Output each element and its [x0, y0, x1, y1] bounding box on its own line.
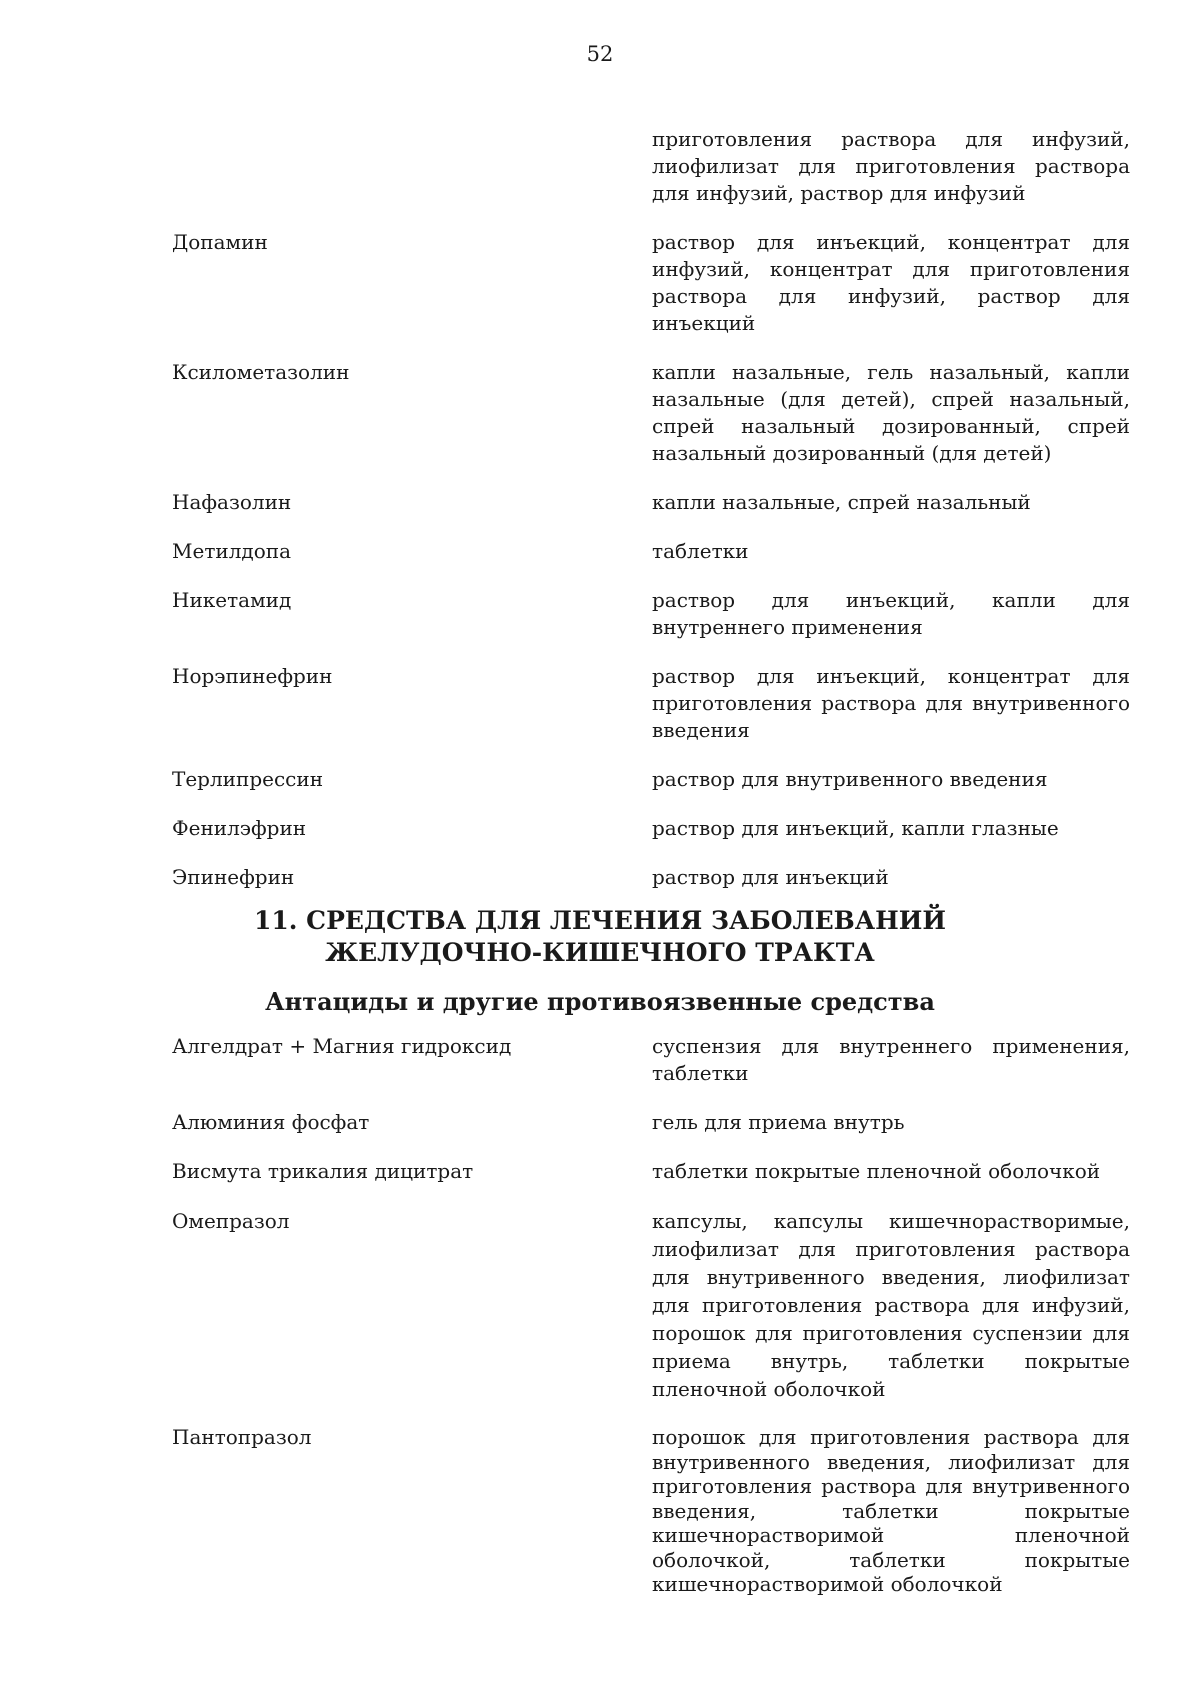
drug-name: Метилдопа — [172, 539, 292, 563]
dosage-form: раствор для инъекций, капли глазные — [652, 816, 1059, 840]
table-row — [172, 1109, 1130, 1136]
dosage-form: гель для приема внутрь — [652, 1110, 905, 1134]
table-row — [172, 1425, 1130, 1597]
dosage-form: раствор для инъекций — [652, 865, 889, 889]
table-row — [172, 1158, 1130, 1185]
drug-name: Эпинефрин — [172, 865, 295, 889]
table-row — [172, 864, 1130, 891]
dosage-form: раствор для инъекций, капли для внутреннего применения — [652, 588, 1130, 639]
dosage-form: приготовления раствора для инфузий, лиофилизат для приготовления раствора для инфузий, раствор для инфузий — [652, 127, 1130, 205]
table-row — [172, 538, 1130, 565]
dosage-form: капли назальные, гель назальный, капли назальные (для детей), спрей назальный, спрей назальный дозированный, спрей назальный дозированный (для детей) — [652, 360, 1130, 465]
section-heading — [0, 905, 1200, 969]
section-heading-line-2: ЖЕЛУДОЧНО-КИШЕЧНОГО ТРАКТА — [325, 938, 875, 967]
drug-name: Висмута трикалия дицитрат — [172, 1159, 474, 1183]
drug-name: Омепразол — [172, 1209, 290, 1233]
drug-name: Допамин — [172, 230, 268, 254]
drug-name: Алгелдрат + Магния гидроксид — [172, 1034, 512, 1058]
dosage-form: раствор для инъекций, концентрат для приготовления раствора для внутривенного введения — [652, 664, 1130, 742]
table-row — [172, 815, 1130, 842]
table-row — [172, 587, 1130, 641]
dosage-form: капли назальные, спрей назальный — [652, 490, 1031, 514]
section-subheading: Антациды и другие противоязвенные средства — [265, 987, 935, 1016]
drug-name — [172, 126, 652, 207]
dosage-form: раствор для внутривенного введения — [652, 767, 1048, 791]
drug-name: Терлипрессин — [172, 767, 324, 791]
dosage-form: таблетки покрытые пленочной оболочкой — [652, 1159, 1101, 1183]
drug-name: Норэпинефрин — [172, 664, 333, 688]
drug-name: Фенилэфрин — [172, 816, 307, 840]
table-row — [172, 1207, 1130, 1403]
drug-name: Алюминия фосфат — [172, 1110, 370, 1134]
table-row — [172, 1033, 1130, 1087]
section-heading-line-1: 11. СРЕДСТВА ДЛЯ ЛЕЧЕНИЯ ЗАБОЛЕВАНИЙ — [253, 906, 947, 935]
table-row — [172, 766, 1130, 793]
dosage-form: раствор для инъекций, концентрат для инфузий, концентрат для приготовления раствора для инфузий, раствор для инъекций — [652, 230, 1130, 335]
dosage-form: таблетки — [652, 539, 749, 563]
dosage-form: суспензия для внутреннего применения, таблетки — [652, 1034, 1130, 1085]
table-row — [172, 489, 1130, 516]
drug-list — [172, 126, 1130, 1597]
drug-name: Пантопразол — [172, 1425, 312, 1449]
dosage-form: порошок для приготовления раствора для внутривенного введения, лиофилизат для приготовления раствора для внутривенного введения, таблетки покрытые кишечнорастворимой пленочной оболочкой, таблетки покрытые кишечнорастворимой оболочкой — [652, 1425, 1130, 1596]
drug-name: Никетамид — [172, 588, 292, 612]
page-number: 52 — [586, 42, 614, 66]
table-row — [172, 126, 1130, 207]
drug-name: Нафазолин — [172, 490, 292, 514]
table-row — [172, 663, 1130, 744]
dosage-form: капсулы, капсулы кишечнорастворимые, лиофилизат для приготовления раствора для внутривенного введения, лиофилизат для приготовления раствора для инфузий, порошок для приготовления суспензии для приема внутрь, таблетки покрытые пленочной оболочкой — [652, 1209, 1130, 1401]
drug-name: Ксилометазолин — [172, 360, 350, 384]
table-row — [172, 229, 1130, 337]
table-row — [172, 359, 1130, 467]
